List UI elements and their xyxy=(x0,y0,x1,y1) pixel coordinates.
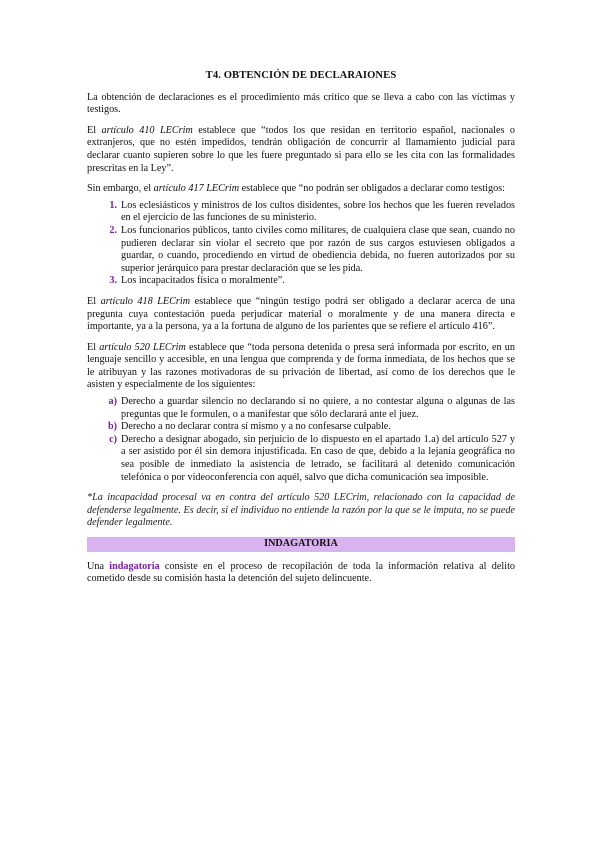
art410-text: establece que “todos los que residan en territorio español, nacionales o extranjeros, que no estén impedidos, tendrán obligación de concurrir al llamamiento judicial para declarar cuanto supieren sobre lo que les fuere preguntado si para ello se les cita con las formalidades prescritas en la Ley”. xyxy=(87,124,515,174)
list-marker: 2. xyxy=(109,224,117,236)
art520-text: establece que “toda persona detenida o presa será informada por escrito, en un lenguaje sencillo y accesible, en una lengua que comprenda y de forma inmediata, de los hechos que se le atribuyan y las razones motivadoras de su privación de libertad, así como de los derechos que le asisten y especialmente de los siguientes: xyxy=(87,341,515,391)
list-item-text: Derecho a designar abogado, sin perjuicio de lo dispuesto en el apartado 1.a) del artículo 527 y a ser asistido por él sin demora injustificada. En caso de que, debido a la lejanía geográfica no sea posible de inmediato la asistencia de letrado, se facilitará al detenido comunicación telefónica o por videoconferencia con aquél, salvo que dicha comunicación sea imposible. xyxy=(121,433,515,483)
art417-paragraph xyxy=(87,183,515,196)
art417-ref: artículo 417 LECrim xyxy=(153,183,240,195)
list-item xyxy=(108,396,515,421)
list-item-text: Derecho a guardar silencio no declarando si no quiere, a no contestar alguna o algunas de las preguntas que le formulen, o a manifestar que sólo declarará ante el juez. xyxy=(121,396,515,420)
footnote: *La incapacidad procesal va en contra del artículo 520 LECrim, relacionado con la capacidad de defenderse legalmente. Es decir, si el individuo no entiende la razón por la que se le imputa, no se puede defender legalmente. xyxy=(87,492,515,529)
list-item xyxy=(109,275,515,288)
document-page xyxy=(87,70,515,594)
list-item xyxy=(109,433,515,484)
list-marker: 3. xyxy=(109,275,117,287)
section-heading: INDAGATORIA xyxy=(87,537,515,552)
art418-paragraph xyxy=(87,296,515,334)
art417-text: establece que “no podrán ser obligados a declarar como testigos: xyxy=(239,183,505,195)
page-title: T4. OBTENCIÓN DE DECLARAIONES xyxy=(205,70,397,81)
art418-text: establece que “ningún testigo podrá ser obligado a declarar acerca de una pregunta cuya contestación pueda perjudicar material o moralmente y de una manera directa e importante, ya a la persona, ya a la fortuna de alguno de los parientes que se refiere el artículo 416”. xyxy=(87,295,515,333)
list-item-text: Los incapacitados física o moralmente”. xyxy=(121,275,285,287)
list-item-text: Los eclesiásticos y ministros de los cultos disidentes, sobre los hechos que les fueren revelados en el ejercicio de las funciones de su ministerio. xyxy=(121,199,515,224)
intro-paragraph: La obtención de declaraciones es el procedimiento más crítico que se lleva a cabo con las víctimas y testigos. xyxy=(87,91,515,116)
art410-ref: artículo 410 LECrim xyxy=(101,124,193,136)
list-item xyxy=(109,199,515,225)
art417-list xyxy=(87,200,515,288)
indagatoria-text: consiste en el proceso de recopilación de toda la información relativa al delito cometido desde su comisión hasta la detención del sujeto delincuente. xyxy=(87,560,515,585)
list-item-text: Los funcionarios públicos, tanto civiles como militares, de cualquiera clase que sean, cuando no pudieren declarar sin violar el secreto que por razón de sus cargos estuviesen obligados a guardar, o cuando, procediendo en virtud de obediencia debida, no fueren autorizados por su superior jerárquico para prestar declaración que se les pida. xyxy=(121,224,515,274)
indagatoria-pre: Una xyxy=(87,560,110,572)
art520-ref: artículo 520 LECrim xyxy=(99,341,186,353)
indagatoria-paragraph xyxy=(87,561,515,586)
list-marker: c) xyxy=(109,433,117,445)
list-marker: b) xyxy=(107,421,117,433)
list-item xyxy=(107,421,515,434)
art520-paragraph xyxy=(87,342,515,392)
art417-pre: Sin embargo, el xyxy=(87,183,154,195)
art520-list xyxy=(87,396,515,484)
art410-paragraph xyxy=(87,125,515,175)
art418-pre: El xyxy=(87,295,101,307)
list-item xyxy=(109,224,515,275)
art410-pre: El xyxy=(87,124,102,136)
list-marker: a) xyxy=(108,396,117,408)
indagatoria-term: indagatoria xyxy=(109,560,160,572)
art418-ref: artículo 418 LECrim xyxy=(100,295,191,307)
list-marker: 1. xyxy=(109,199,117,211)
list-item-text: Derecho a no declarar contra sí mismo y a no confesarse culpable. xyxy=(121,421,391,433)
art520-pre: El xyxy=(87,341,100,353)
